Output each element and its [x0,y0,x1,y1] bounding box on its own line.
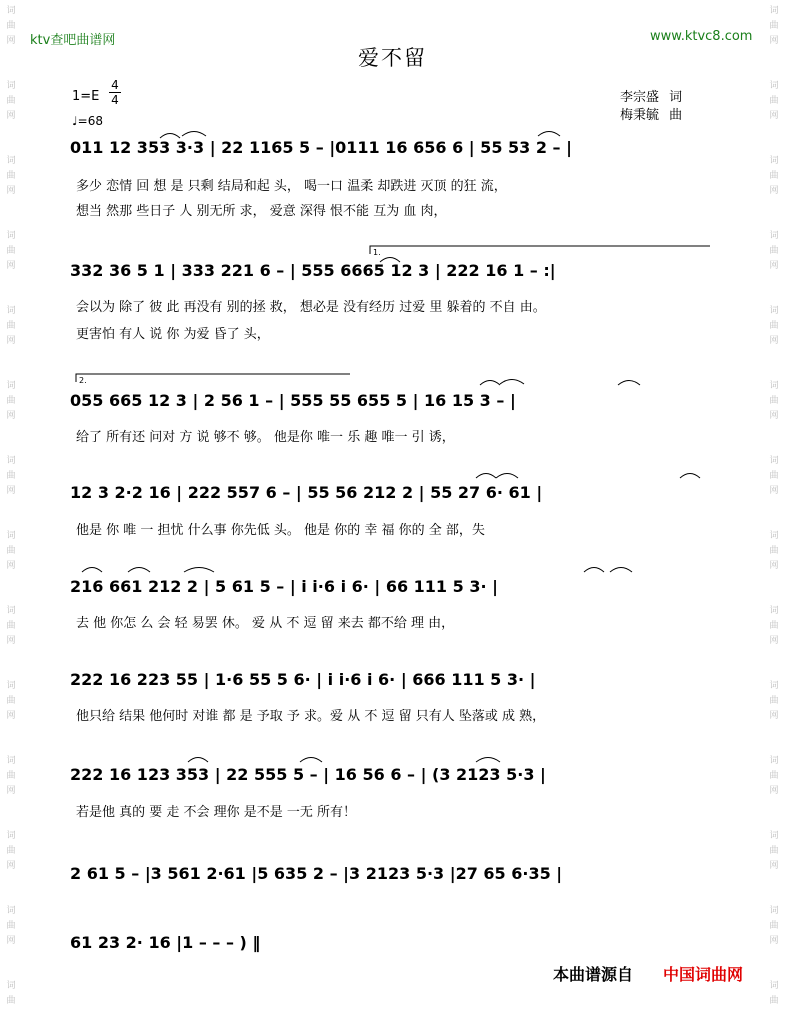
slur-arc [500,380,524,385]
watermark-char: 词 [769,606,779,616]
watermark-char: 网 [6,36,16,46]
slur-arc [538,132,560,137]
lyric-line: 多少 恋情 回 想 是 只剩 结局和起 头， 喝一口 温柔 却跌进 灭顶 的狂 流， [76,179,507,194]
watermark-char: 曲 [769,396,779,406]
slur-arc [496,474,518,479]
watermark-char: 网 [6,486,16,496]
slur-arc [480,381,500,386]
watermark-char: 曲 [6,546,16,556]
watermark-char: 曲 [769,96,779,106]
key-prefix: 1=E [72,89,100,104]
watermark-char: 词 [769,156,779,166]
lyricist-role: 词 [669,90,683,105]
notation-line: 61 23 2· 16 |1 – – – ) ‖ [70,933,261,952]
watermark-char: 网 [769,936,779,946]
watermark-char: 网 [769,186,779,196]
notation-line: 055 665 12 3 | 2 56 1 – | 555 55 655 5 | 16 15 3 – | [70,391,516,410]
slur-arc [184,568,214,573]
watermark-char: 网 [6,336,16,346]
watermark-char: 曲 [769,921,779,931]
notation-line: 216 661 212 2 | 5 61 5 – | i i·6 i 6· | 66 111 5 3· | [70,577,498,596]
notation-line: 222 16 223 55 | 1·6 55 5 6· | i i·6 i 6· | 666 111 5 3· | [70,670,536,689]
notation-line: 12 3 2·2 16 | 222 557 6 – | 55 56 212 2 | 55 27 6· 61 | [70,483,543,502]
notation-line: 011 12 353 3·3 | 22 1165 5 – |0111 16 656 6 | 55 53 2 – | [70,138,572,157]
watermark-char: 曲 [6,171,16,181]
watermark-char: 曲 [6,471,16,481]
volta-bracket-1 [370,246,710,254]
watermark-char: 词 [6,756,16,766]
watermark-char: 网 [6,561,16,571]
watermark-char: 网 [6,636,16,646]
watermark-char: 网 [6,186,16,196]
watermark-char: 曲 [6,846,16,856]
watermark-char: 网 [769,336,779,346]
watermark-char: 曲 [769,771,779,781]
watermark-char: 网 [769,786,779,796]
watermark-char: 词 [6,681,16,691]
watermark-char: 曲 [6,921,16,931]
slur-arc [300,758,322,763]
watermark-char: 网 [769,486,779,496]
watermark-char: 曲 [769,621,779,631]
watermark-char: 曲 [6,621,16,631]
watermark-char: 网 [769,411,779,421]
watermark-char: 网 [6,936,16,946]
notation-line: 2 61 5 – |3 561 2·61 |5 635 2 – |3 2123 5·3 |27 65 6·35 | [70,864,563,883]
watermark-char: 词 [769,531,779,541]
slur-arc [476,474,496,479]
notation-line: 222 16 123 353 | 22 555 5 – | 16 56 6 – | (3 2123 5·3 | [70,765,546,784]
source-label: 本曲谱源自 [553,965,634,984]
lyric-line: 他只给 结果 他何时 对谁 都 是 予取 予 求。爱 从 不 逗 留 只有人 坠落或 成 熟， [76,709,546,724]
lyric-line: 若是他 真的 要 走 不会 理你 是不是 一无 所有！ [76,805,357,820]
watermark-char: 词 [769,831,779,841]
watermark-char: 词 [6,831,16,841]
watermark-char: 网 [769,261,779,271]
watermark-char: 网 [769,861,779,871]
watermark-char: 网 [769,561,779,571]
watermark-char: 词 [769,381,779,391]
watermark-char: 网 [6,111,16,121]
composer-role: 曲 [669,108,683,123]
volta-bracket-2 [76,374,350,382]
watermark-char: 曲 [6,771,16,781]
lyricist-name: 李宗盛 [620,90,660,105]
watermark-char: 网 [6,711,16,721]
watermark-char: 网 [6,261,16,271]
volta-bracket-1-label: 1. [373,248,381,257]
watermark-char: 曲 [769,696,779,706]
watermark-char: 曲 [6,321,16,331]
watermark-char: 词 [6,456,16,466]
slur-arc [82,568,102,573]
watermark-char: 词 [6,306,16,316]
slur-arc [188,758,208,763]
watermark-char: 词 [769,981,779,991]
lyric-line: 想当 然那 些日子 人 别无所 求， 爱意 深得 恨不能 互为 血 肉， [76,204,447,219]
watermark-char: 网 [6,411,16,421]
watermark-char: 曲 [769,21,779,31]
watermark-char: 网 [769,111,779,121]
watermark-char: 网 [769,36,779,46]
lyric-line: 给了 所有还 问对 方 说 够不 够。 他是你 唯一 乐 趣 唯一 引 诱， [76,430,455,445]
watermark-char: 词 [6,981,16,991]
lyric-line: 更害怕 有人 说 你 为爱 昏了 头， [76,327,270,342]
watermark-char: 曲 [6,96,16,106]
watermark-char: 词 [6,231,16,241]
watermark-char: 词 [769,756,779,766]
watermark-char: 曲 [769,471,779,481]
slur-arc [680,474,700,479]
slur-arc [584,568,604,573]
slur-arc [610,568,632,573]
lyric-line: 他是 你 唯 一 担忧 什么事 你先低 头。 他是 你的 幸 福 你的 全 部，失 [76,523,485,538]
watermark-char: 曲 [769,996,779,1006]
watermark-char: 曲 [6,396,16,406]
time-bottom: 4 [111,93,119,107]
watermark-char: 曲 [6,246,16,256]
watermark-char: 网 [769,636,779,646]
watermark-char: 网 [6,861,16,871]
watermark-char: 词 [769,231,779,241]
watermark-char: 词 [769,906,779,916]
watermark-char: 词 [6,81,16,91]
watermark-char: 曲 [6,696,16,706]
site-link-left[interactable]: ktv查吧曲谱网 [30,33,116,48]
source-site[interactable]: 中国词曲网 [663,965,744,984]
watermark-char: 曲 [769,246,779,256]
tempo-value: =68 [77,114,103,128]
watermark-char: 词 [769,6,779,16]
slur-arc [618,381,640,386]
watermark-char: 网 [769,711,779,721]
quarter-note-icon: ♩ [72,114,78,128]
watermark-char: 曲 [769,321,779,331]
watermark-char: 网 [6,786,16,796]
time-top: 4 [111,78,119,92]
watermark-char: 词 [769,681,779,691]
watermark-char: 词 [6,156,16,166]
watermark-char: 词 [769,81,779,91]
slur-arc [476,758,500,763]
slur-arc [128,568,150,573]
watermark-char: 词 [6,6,16,16]
watermark-char: 词 [6,381,16,391]
watermark-char: 曲 [769,846,779,856]
lyric-line: 去 他 你怎 么 会 轻 易罢 休。 爱 从 不 逗 留 来去 都不给 理 由， [76,616,455,631]
watermark-char: 曲 [6,21,16,31]
watermark-char: 曲 [6,996,16,1006]
watermark-char: 词 [6,606,16,616]
song-title: 爱不留 [358,46,427,70]
watermark-char: 词 [6,531,16,541]
site-link-right[interactable]: www.ktvc8.com [650,29,753,44]
watermark-char: 词 [769,306,779,316]
lyric-line: 会以为 除了 彼 此 再没有 别的拯 救， 想必是 没有经历 过爱 里 躲着的 不自 由。 [76,300,546,315]
watermark-char: 词 [6,906,16,916]
watermark-char: 曲 [769,546,779,556]
watermark-char: 曲 [769,171,779,181]
composer-name: 梅秉毓 [620,108,660,123]
watermark-char: 词 [769,456,779,466]
volta-bracket-2-label: 2. [79,376,87,385]
notation-line: 332 36 5 1 | 333 221 6 – | 555 6665 12 3 | 222 16 1 – :| [70,261,556,280]
slur-arc [182,132,206,137]
